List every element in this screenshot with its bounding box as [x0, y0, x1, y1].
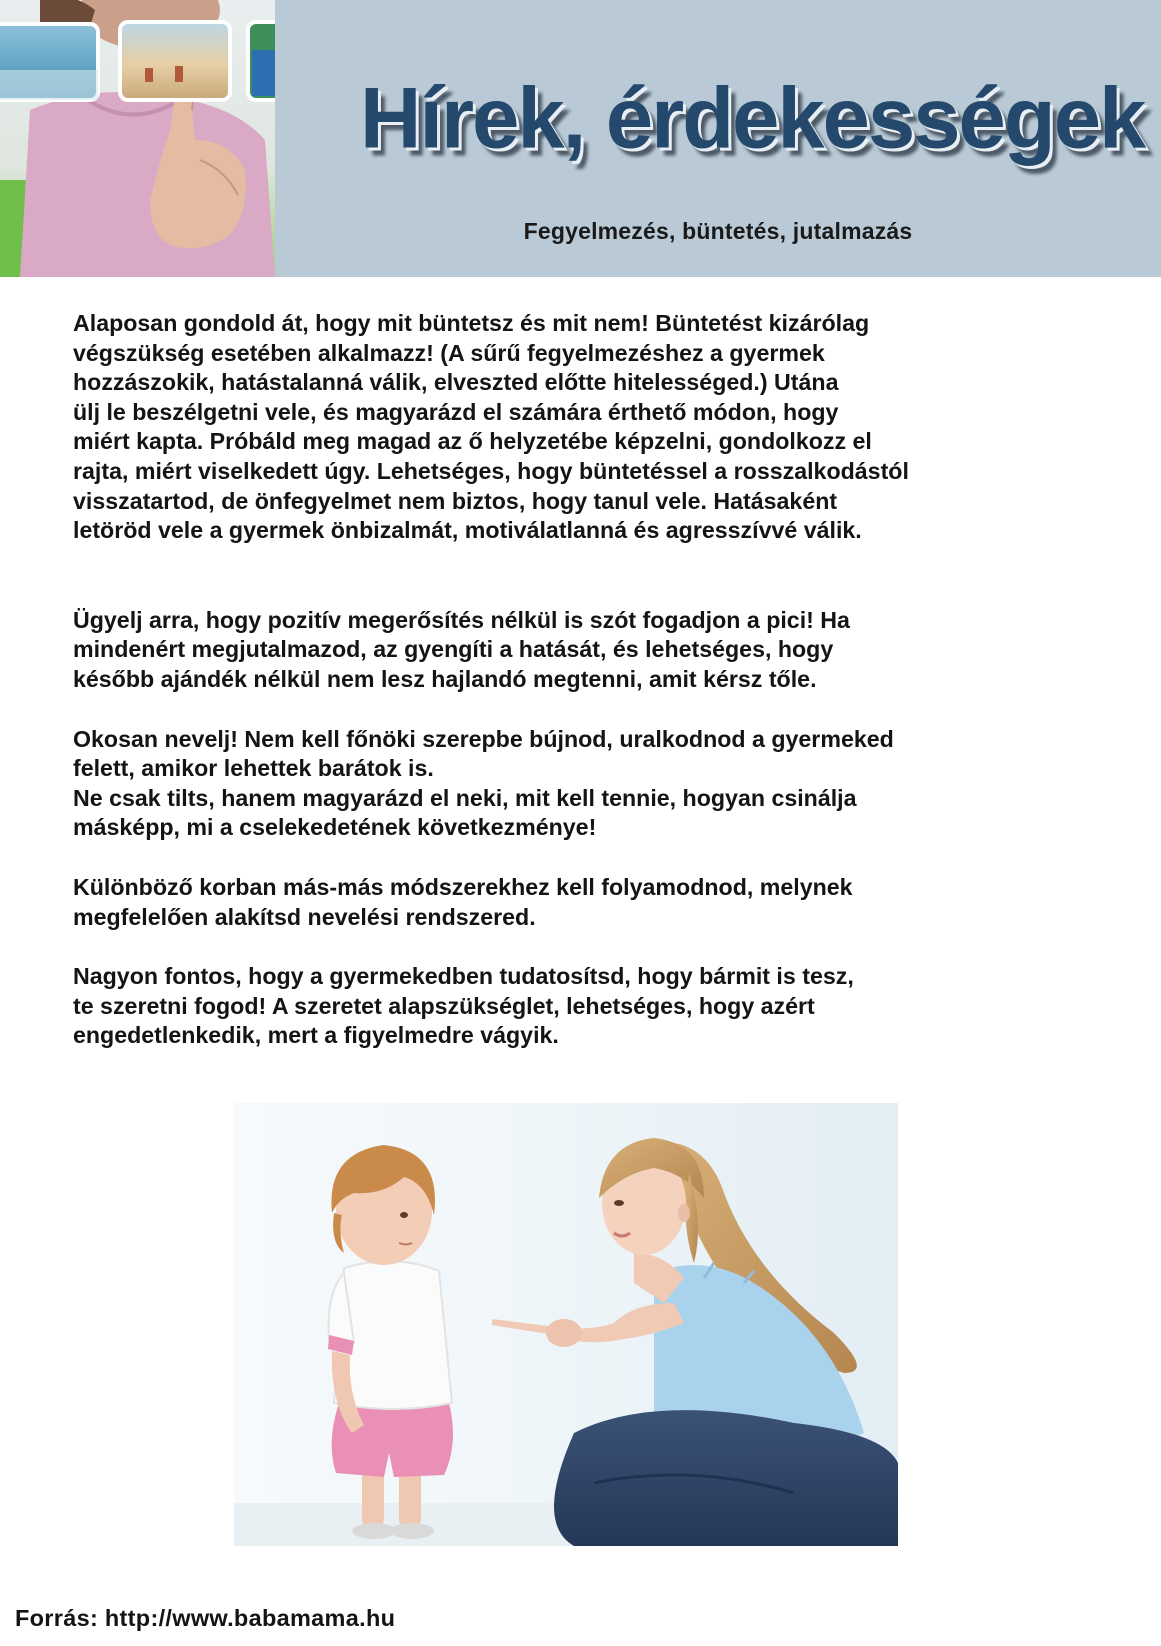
page-subtitle: Fegyelmezés, büntetés, jutalmazás	[523, 218, 913, 244]
source-citation: Forrás: http://www.babamama.hu	[15, 1605, 396, 1631]
header-banner	[0, 0, 1161, 277]
article-paragraph: Alaposan gondold át, hogy mit büntetsz és mit nem! Büntetést kizárólag végszükség esetében alkalmazz! (A sűrű fegyelmezéshez a gyermek hozzászokik, hatástalanná válik, elveszted előtte hitelességed.) Utána ülj le beszélgetni vele, és magyarázd el számára érthető módon, hogy miért kapta. Próbáld meg magad az ő helyzetébe képzelni, gondolkozz el rajta, miért viselkedett úgy. Lehetséges, hogy büntetéssel a rosszalkodástól visszatartod, de önfegyelmet nem biztos, hogy tanul vele. Hatásaként letöröd vele a gyermek önbizalmát, motiválatlanná és agresszívvé válik.	[73, 310, 909, 544]
article-paragraph: Különböző korban más-más módszerekhez kell folyamodnod, melynek megfelelően alakítsd nevelési rendszered.	[73, 873, 853, 930]
article-paragraph: Ügyelj arra, hogy pozitív megerősítés nélkül is szót fogadjon a pici! Ha mindenért megjutalmazod, az gyengíti a hatását, és lehetséges, hogy később ajándék nélkül nem lesz hajlandó megtenni, amit kérsz tőle.	[73, 606, 850, 692]
mother-scolding-child-photo	[234, 1103, 898, 1546]
article-paragraph: Okosan nevelj! Nem kell főnöki szerepbe bújnod, uralkodnod a gyermeked felett, amikor lehettek barátok is. Ne csak tilts, hanem magyarázd el neki, mit kell tennie, hogyan csinálja másképp, mi a cselekedetének következménye!	[73, 725, 894, 841]
header-photo-woman-touchscreen	[0, 0, 275, 277]
page-title: Hírek, érdekességek	[360, 70, 1145, 167]
article-body	[73, 309, 1093, 1051]
article-paragraph: Nagyon fontos, hogy a gyermekedben tudatosítsd, hogy bármit is tesz, te szeretni fogod! A szeretet alapszükséglet, lehetséges, hogy azért engedetlenkedik, mert a figyelmedre vágyik.	[73, 963, 854, 1049]
